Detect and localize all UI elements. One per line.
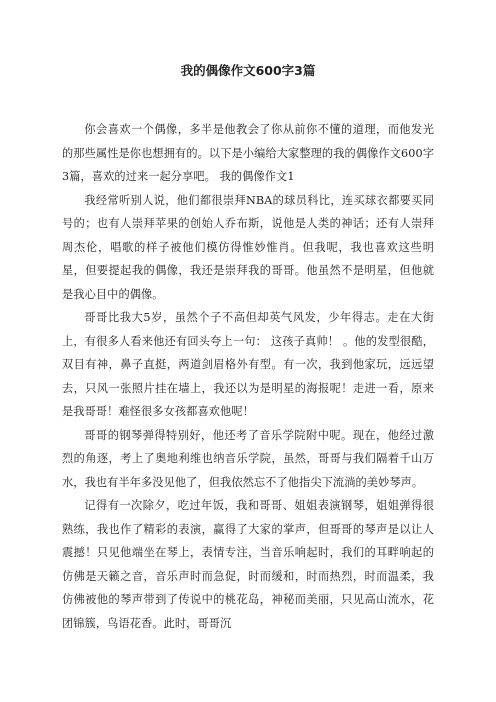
paragraph-new-year: 记得有一次除夕，吃过年饭，我和哥哥、姐姐表演钢琴，姐姐弹得很熟练，我也作了精彩的表演，赢得了大家的掌声，但哥哥的琴声是以让人震撼！只见他端坐在琴上，表情专注，当音乐响起时，我们的耳畔响起的仿佛是天籁之音，音乐声时而急促，时而缓和，时而热烈，时而温柔，我仿佛被他的琴声带到了传说中的桃花岛，神秘而美丽，只见高山流水，花团锦簇，鸟语花香。此时，哥哥沉 — [62, 499, 434, 630]
page-title: 我的偶像作文600字3篇 — [180, 63, 316, 78]
paragraph-brother-looks: 哥哥比我大5岁，虽然个子不高但却英气风发，少年得志。走在大街上，有很多人看来他还有回头夸上一句： 这孩子真帅！ 。他的发型很酷，双目有神，鼻子直挺，两道剑眉格外有型。有一次，我到他家玩，远远望去，只风一张照片挂在墙上，我还以为是明星的海报呢！走进一看，原来是我哥哥！难怪很多女孩都喜欢他呢！ — [62, 311, 434, 418]
article-body — [62, 118, 434, 635]
paragraph-piano: 哥哥的钢琴弹得特别好，他还考了音乐学院附中呢。现在，他经过激烈的角逐，考上了奥地利维也纳音乐学院，虽然，哥哥与我们隔着千山万水，我也有半年多没见他了，但我依然忘不了他指尖下流淌的美妙琴声。 — [62, 428, 434, 489]
paragraph-intro: 你会喜欢一个偶像，多半是他教会了你从前你不懂的道理，而他发光的那些属性是你也想拥有的。以下是小编给大家整理的我的偶像作文600字3篇，喜欢的过来一起分享吧。 我的偶像作文1 — [62, 123, 434, 183]
paragraph-idols: 我经常听别人说，他们都很崇拜NBA的球员科比，连买球衣都要买同号的；也有人崇拜苹果的创始人乔布斯，说他是人类的神话；还有人崇拜周杰伦，唱歌的样子被他们模仿得惟妙惟肖。但我呢，我也喜欢这些明星，但要提起我的偶像，我还是崇拜我的哥哥。他虽然不是明星，但他就是我心目中的偶像。 — [62, 193, 434, 301]
